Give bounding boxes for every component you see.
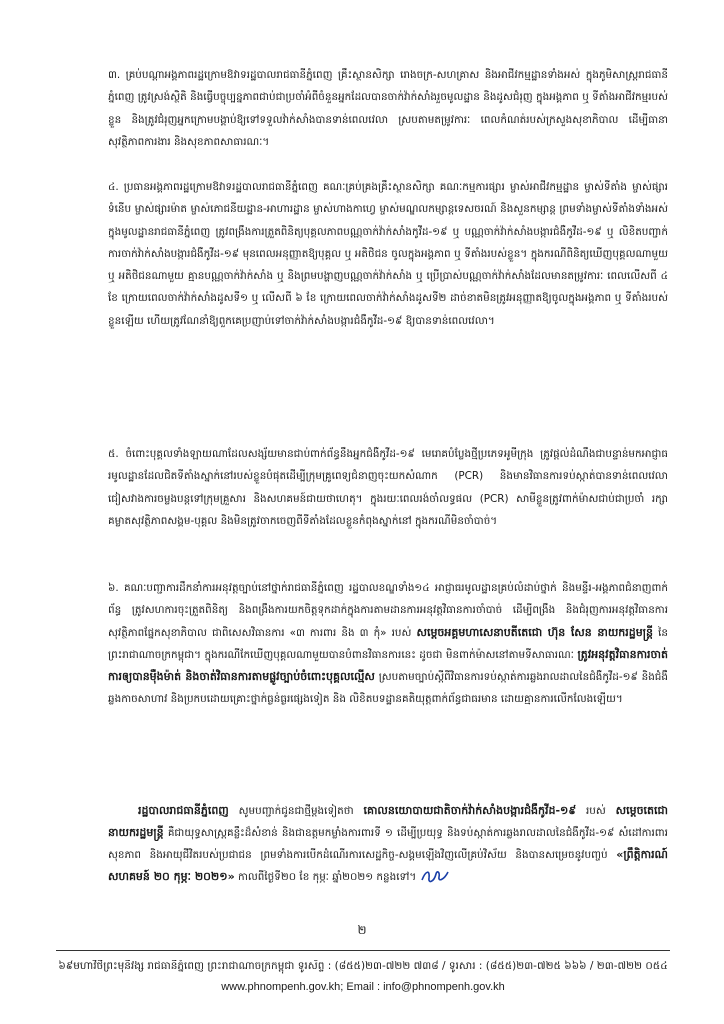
clause-number: ៤. — [108, 181, 119, 193]
clause-5 — [108, 443, 668, 532]
closing-bold-event: «ព្រឹត្តិការណ៍សហគមន៍ ២០ កុម្ភៈ ២០២១» — [108, 848, 668, 883]
footer-email-label: Email : — [346, 981, 384, 993]
footer-separator: ; — [340, 981, 347, 993]
clause-text-mid: នៃព្រះរាជាណាចក្រកម្ពុជា។ ក្នុងករណីកែឃើញបុគ្គលណាមួយបានបំពានវិធានការនេះ ដូចជា មិនពាក់ម៉ាសនៅតាមទីសាធារណៈ — [108, 626, 668, 661]
clause-number: ៣. — [108, 69, 121, 81]
footer-email-link[interactable]: info@phnompenh.gov.kh — [383, 981, 505, 993]
clause-3 — [108, 64, 668, 153]
clause-text: ចំពោះបុគ្គលទាំងឡាយណាដែលសង្ស័យមានជាប់ពាក់ព័ន្ធនឹងអ្នកជំងឺកូវីដ-១៩ មេរោគបំប្លែងថ្មីប្រភេទអូមីក្រុង ត្រូវផ្ដល់ដំណឹងជាបន្ទាន់មកអាជ្ញាធរមូលដ្ឋានដែលជិតទីតាំងស្នាក់នៅរបស់ខ្លួនបំផុតដើម្បីក្រុមគ្រូពេទ្យជំនាញចុះយកសំណាក (PCR) និងមានវិធានការទប់ស្កាត់បានទាន់ពេលវេលា ជៀសវាងការចម្លងបន្តទៅក្រុមគ្រួសារ និងសហគមន៍ជាយថាហេតុ។ ក្នុងរយៈពេលរង់ចាំលទ្ធផល (PCR) សាមីខ្លួនត្រូវពាក់ម៉ាសជាប់ជាប្រចាំ រក្សាគម្លាតសុវត្ថិភាពសង្គម-បុគ្គល និងមិនត្រូវចាកចេញពីទីតាំងដែលខ្លួនកំពុងស្នាក់នៅ ក្នុងករណីមិនចាំបាច់។ — [108, 448, 669, 527]
clause-text: ប្រធានអង្គភាពរដ្ឋក្រោមឱវាទរដ្ឋបាលរាជធានីភ្នំពេញ គណៈគ្រប់គ្រងគ្រឹះស្ថានសិក្សា គណៈកម្មការផ្សារ ម្ចាស់អាជីវកម្មដ្ឋាន ម្ចាស់ទីតាំង ម្ចាស់ផ្សារទំនើប ម្ចាស់ផ្សារម៉ាត ម្ចាស់ភោជនីយដ្ឋាន-អាហារដ្ឋាន ម្ចាស់ហាងកាហ្វេ ម្ចាស់មណ្ឌលកម្សាន្តទេសចរណ៍ និងសួនកម្សាន្ត ព្រមទាំងម្ចាស់ទីតាំងទាំងអស់ក្នុងមូលដ្ឋានរាជធានីភ្នំពេញ ត្រូវពង្រឹងការត្រួតពិនិត្យបុគ្គលភាពបណ្ណចាក់វ៉ាក់សាំងកូវីដ-១៩ ឬ បណ្ណចាក់វ៉ាក់សាំងបង្ការជំងឺកូវីដ-១៩ ឬ លិខិតបញ្ជាក់ការចាក់វ៉ាក់សាំងបង្ការជំងឺកូវីដ-១៩ មុនពេលអនុញ្ញាតឱ្យបុគ្គល ឬ អតិថិជន ចូលក្នុងអង្គភាព ឬ ទីតាំងរបស់ខ្លួន។ ក្នុងករណីពិនិត្យឃើញបុគ្គលណាមួយ ឬ អតិថិជនណាមួយ គ្មានបណ្ណចាក់វ៉ាក់សាំង ឬ និងព្រមបង្ហាញបណ្ណចាក់វ៉ាក់សាំង ឬ ប្រើប្រាស់បណ្ណចាក់វ៉ាក់សាំងដែលមានតម្រូវការៈ ពេលលើសពី ៤ ខែ ក្រោយពេលចាក់វ៉ាក់សាំងដូសទី១ ឬ លើសពី ៦ ខែ ក្រោយពេលចាក់វ៉ាក់សាំងដូសទី២ ដាច់ខាតមិនត្រូវអនុញ្ញាតឱ្យចូលក្នុងអង្គភាព ឬ ទីតាំងរបស់ខ្លួនឡើយ ហើយត្រូវណែនាំឱ្យពួកគេប្រញាប់ទៅចាក់វ៉ាក់សាំងបង្ការជំងឺកូវីដ-១៩ ឱ្យបានទាន់ពេលវេលា។ — [108, 181, 668, 327]
footer-divider — [56, 950, 670, 951]
footer-website-link[interactable]: www.phnompenh.gov.kh — [221, 981, 341, 993]
page-number: ២ — [357, 923, 367, 937]
closing-bold-pm: សម្តេចតេជោនាយករដ្ឋមន្ត្រី — [108, 804, 668, 839]
closing-text-2: របស់ — [576, 805, 616, 817]
clause-text-after: ស្របតាមច្បាប់ស្ដីពីវិធានការទប់ស្កាត់ការឆ្លងរាលដាលនៃជំងឺកូវីដ-១៩ និងជំងឺឆ្លងកាចសាហាវ និងប្រកបដោយគ្រោះថ្នាក់ធ្ងន់ធ្ងរផ្សេងទៀត និង លិខិតបទដ្ឋានគតិយុត្តពាក់ព័ន្ធជាធរមាន ដោយគ្មានការលើកលែងឡើយ។ — [108, 671, 668, 706]
clause-number: ៦. — [108, 582, 119, 594]
footer-contact — [56, 981, 670, 993]
clause-highlight-enforcement: ត្រូវអនុវត្តវិធានការចាត់ការឲ្យបានម៉ឺងម៉ាត់ និងចាត់វិធានការតាមផ្លូវច្បាប់ចំពោះបុគ្គលល្មើស — [108, 647, 668, 684]
closing-paragraph — [108, 800, 668, 888]
clause-4 — [108, 176, 668, 332]
clause-number: ៥. — [108, 448, 119, 460]
closing-text-4: កាលពីថ្ងៃទី២០ ខែ កុម្ភៈ ឆ្នាំ២០២១ កន្លងទៅ។ — [234, 871, 417, 883]
clause-text-before: គណៈបញ្ជាការដឹកនាំការអនុវត្តច្បាប់នៅថ្នាក់រាជធានីភ្នំពេញ រដ្ឋបាលខណ្ឌទាំង១៤ អាជ្ញាធរមូលដ្ឋានគ្រប់លំដាប់ថ្នាក់ និងមន្ទីរ-អង្គភាពជំនាញពាក់ព័ន្ធ ត្រូវសហការចុះត្រួតពិនិត្យ និងពង្រឹងការយកចិត្តទុកដាក់ក្នុងការតាមដានការអនុវត្តវិធានការចាំបាច់ ដើម្បីពង្រឹង និងជំរុញការអនុវត្តវិធានការសុវត្ថិភាពផ្នែកសុខាភិបាល ជាពិសេសវិធានការ «៣ ការពារ និង ៣ កុំ» របស់ — [108, 582, 668, 639]
initials-signature-icon — [420, 868, 450, 886]
clause-text: គ្រប់បណ្ដាអង្គភាពរដ្ឋក្រោមឱវាទរដ្ឋបាលរាជធានីភ្នំពេញ គ្រឹះស្ថានសិក្សា រោងចក្រ-សហគ្រាស និងអាជីវកម្មដ្ឋានទាំងអស់ ក្នុងភូមិសាស្ត្ររាជធានីភ្នំពេញ ត្រូវស្រង់ស្ថិតិ និងធ្វើបច្ចុប្បន្នភាពជាប់ជាប្រចាំអំពីចំនួនអ្នកដែលបានចាក់វ៉ាក់សាំងរួចមូលដ្ឋាន និងដូសជំរុញ ក្នុងអង្គភាព ឬ ទីតាំងអាជីវកម្មរបស់ខ្លួន និងត្រូវជំរុញអ្នកក្រោមបង្គាប់ឱ្យទៅទទួលវ៉ាក់សាំងបានទាន់ពេលវេលា ស្របតាមតម្រូវការៈ ពេលកំណត់របស់ក្រសួងសុខាភិបាល ដើម្បីធានាសុវត្ថិភាពការងារ និងសុខភាពសាធារណៈ។ — [108, 69, 668, 148]
clause-highlight-pm: សម្តេចអគ្គមហាសេនាបតីតេជោ ហ៊ុន សែន នាយករដ្ឋមន្ត្រី — [416, 625, 654, 639]
closing-text-3: គឺជាយុទ្ធសាស្ត្រគន្លឹះដ៏សំខាន់ និងជាឧត្តមកម្លាំងការពារទី ១ ដើម្បីប្រយុទ្ធ និងទប់ស្កាត់ការឆ្លងរាលដាលនៃជំងឺកូវីដ-១៩ សំដៅការពារសុខភាព និងអាយុជីវិតរបស់ប្រជាជន ព្រមទាំងការបើកដំណើរការសេដ្ឋកិច្ច-សង្គមឡើងវិញលើគ្រប់វិស័យ និងបានសម្រេចនូវបញ្ចប់ — [108, 827, 668, 861]
footer-address: ៦៩មហាវិថីព្រះមុនីវង្ស រាជធានីភ្នំពេញ ព្រះរាជាណាចក្រកម្ពុជា ទូរស័ព្ទ : (៨៥៥)២៣-៧២២ ៧៣៨ / ទូរសារ : (៨៥៥)២៣-៧២៥ ៦៦៦ / ២៣-៧២២ ០៥៤ — [58, 960, 668, 972]
closing-text-1: សូមបញ្ជាក់ជូនជាថ្មីម្ដងទៀតថា — [228, 805, 364, 817]
closing-bold-policy: គោលនយោបាយជាតិចាក់វ៉ាក់សាំងបង្ការជំងឺកូវីដ-១៩ — [363, 804, 577, 817]
closing-lead: រដ្ឋបាលរាជធានីភ្នំពេញ — [138, 804, 229, 817]
clause-6 — [108, 577, 668, 711]
